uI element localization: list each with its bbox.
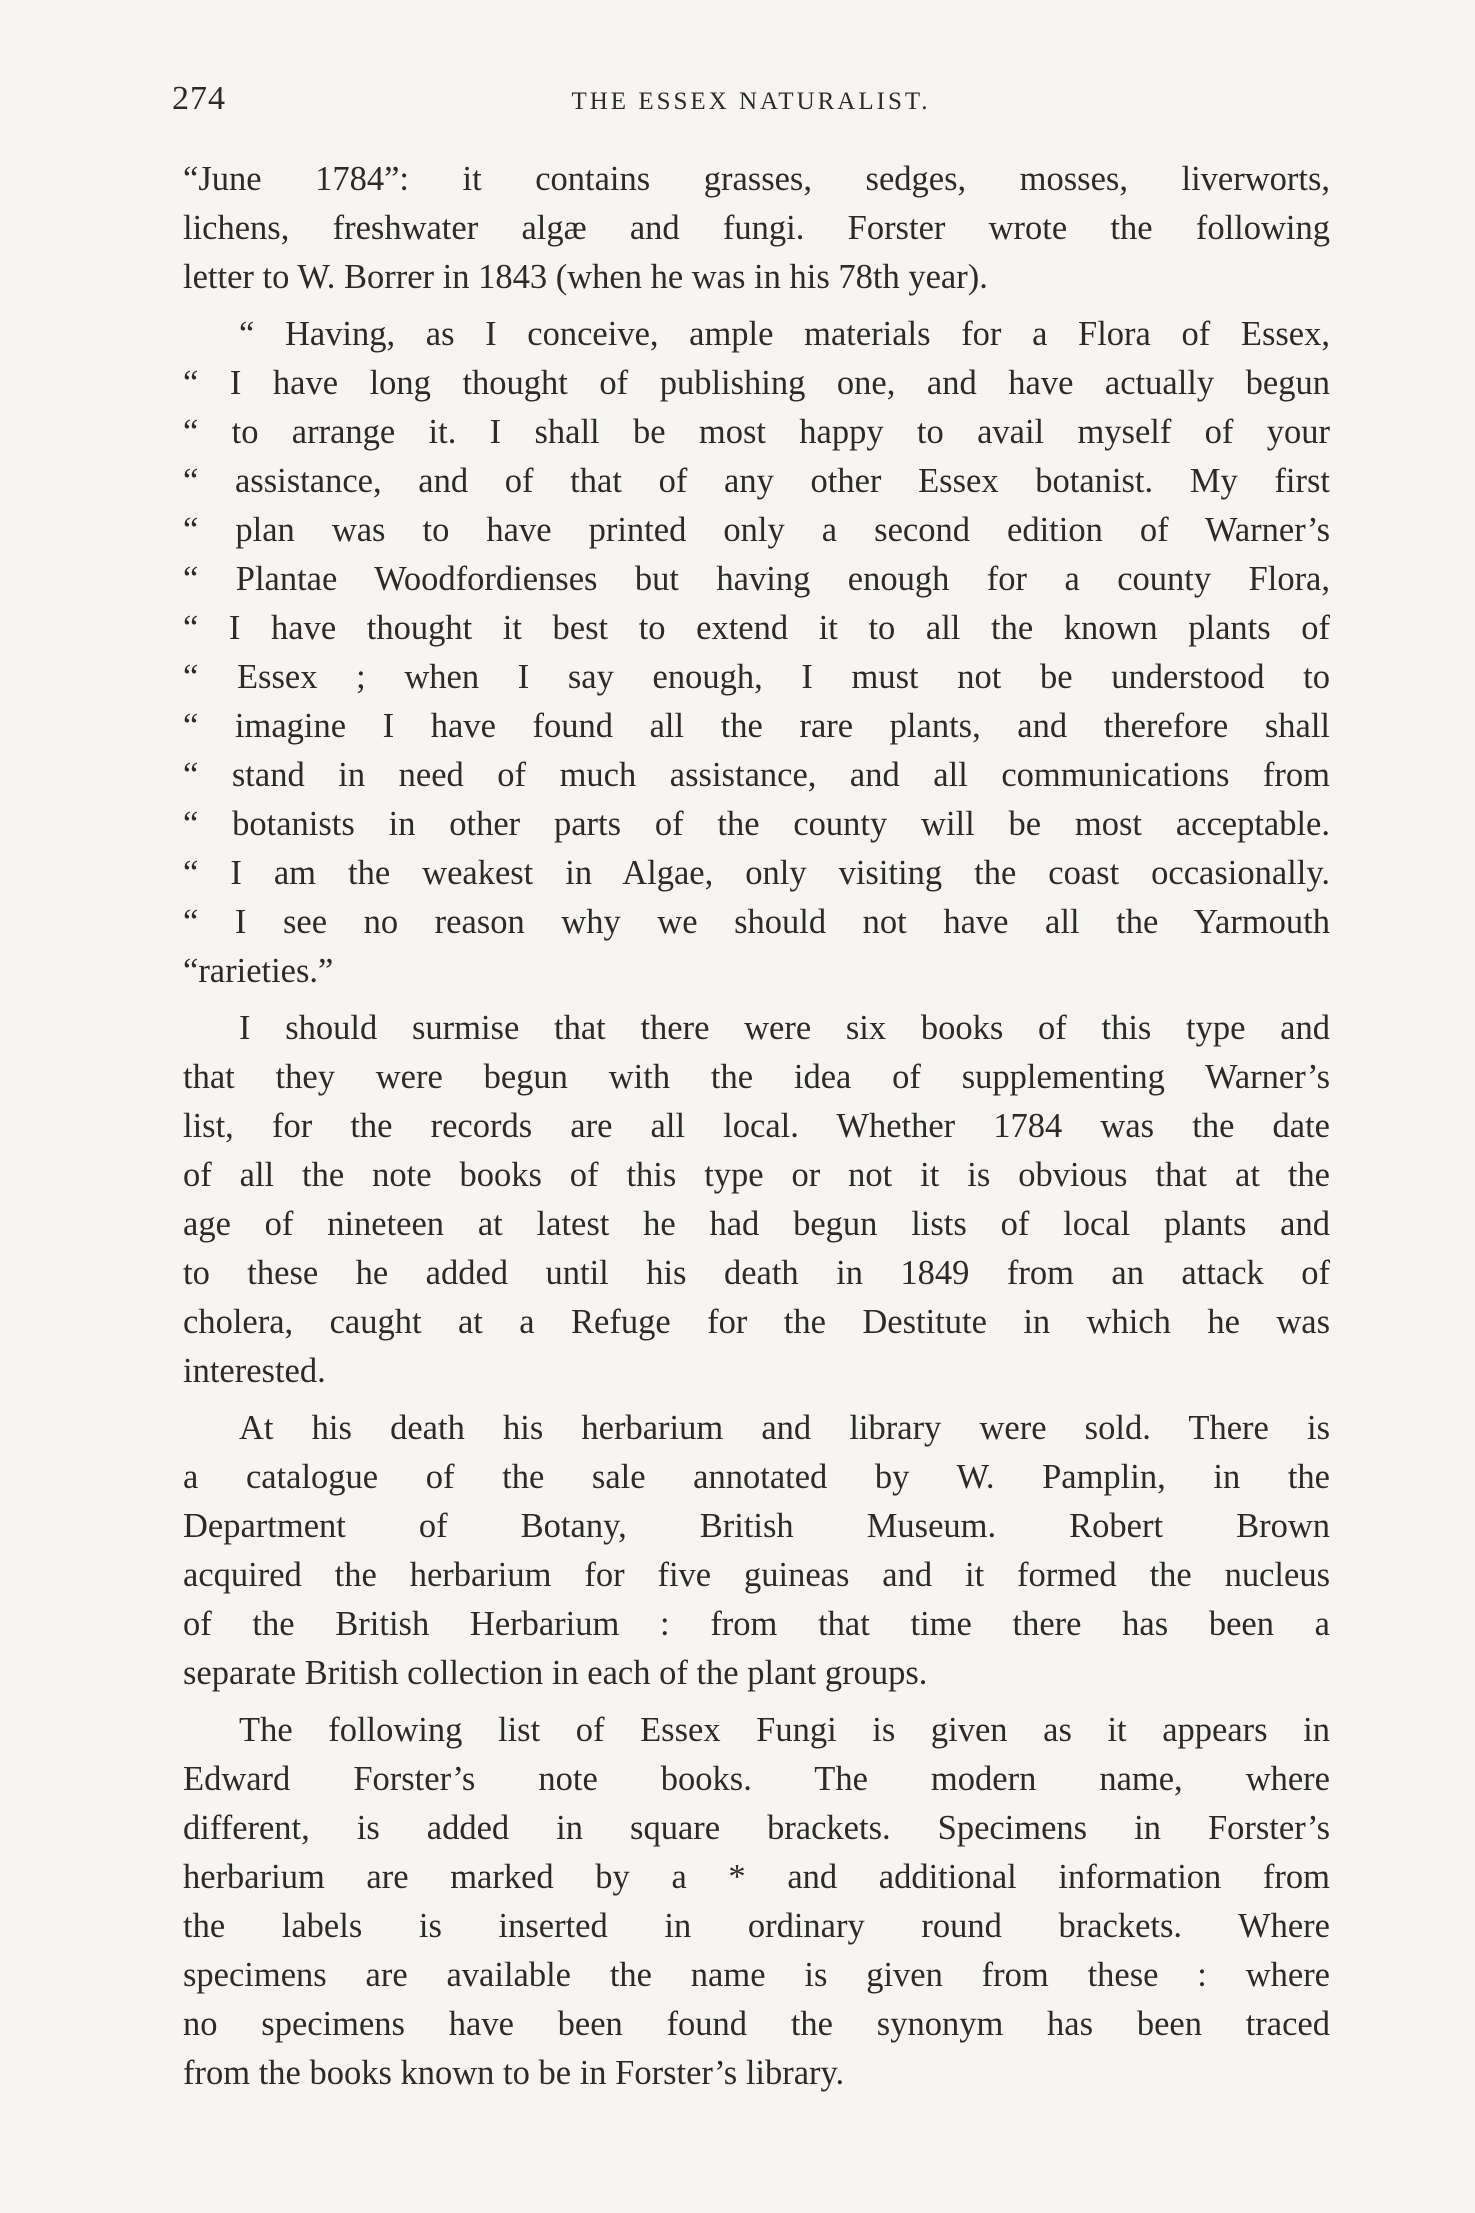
paragraph-surmise	[183, 1004, 1330, 1396]
text-line: The following list of Essex Fungi is given as it appears in	[239, 1711, 1330, 1749]
text-line: interested.	[183, 1352, 326, 1390]
text-line: specimens are available the name is given from these : where	[183, 1956, 1330, 1994]
text-line: age of nineteen at latest he had begun lists of local plants and	[183, 1205, 1330, 1243]
text-line: “ Plantae Woodfordienses but having enough for a county Flora,	[183, 560, 1330, 598]
text-line: “June 1784”: it contains grasses, sedges, mosses, liverworts,	[183, 160, 1330, 198]
text-line: no specimens have been found the synonym has been traced	[183, 2005, 1330, 2043]
text-line: acquired the herbarium for five guineas and it formed the nucleus	[183, 1556, 1330, 1594]
text-line: herbarium are marked by a * and additional information from	[183, 1858, 1330, 1896]
paragraph-letter-quote	[183, 310, 1330, 996]
running-title: THE ESSEX NATURALIST.	[571, 88, 931, 115]
text-line: cholera, caught at a Refuge for the Destitute in which he was	[183, 1303, 1330, 1341]
text-line: lichens, freshwater algæ and fungi. Forster wrote the following	[183, 209, 1330, 247]
text-line: “ I am the weakest in Algae, only visiting the coast occasionally.	[183, 854, 1330, 892]
text-line: “ to arrange it. I shall be most happy to avail myself of your	[183, 413, 1330, 451]
text-line: “ I see no reason why we should not have all the Yarmouth	[183, 903, 1330, 941]
text-line: “ botanists in other parts of the county will be most acceptable.	[183, 805, 1330, 843]
text-line: “ Essex ; when I say enough, I must not be understood to	[183, 658, 1330, 696]
paragraph-herbarium	[183, 1404, 1330, 1698]
text-line: the labels is inserted in ordinary round brackets. Where	[183, 1907, 1330, 1945]
text-line: “ assistance, and of that of any other Essex botanist. My first	[183, 462, 1330, 500]
text-line: “ Having, as I conceive, ample materials for a Flora of Essex,	[239, 315, 1330, 353]
page-header	[172, 80, 1330, 124]
paragraph-fungi-list-intro	[183, 1706, 1330, 2098]
text-line: “ plan was to have printed only a second edition of Warner’s	[183, 511, 1330, 549]
text-line: I should surmise that there were six books of this type and	[239, 1009, 1330, 1047]
text-line: of all the note books of this type or not it is obvious that at the	[183, 1156, 1330, 1194]
text-line: “ stand in need of much assistance, and all communications from	[183, 756, 1330, 794]
text-line: At his death his herbarium and library were sold. There is	[239, 1409, 1330, 1447]
text-line: that they were begun with the idea of supplementing Warner’s	[183, 1058, 1330, 1096]
text-line: “ imagine I have found all the rare plants, and therefore shall	[183, 707, 1330, 745]
text-line: separate British collection in each of the plant groups.	[183, 1654, 928, 1692]
text-line: “ I have thought it best to extend it to all the known plants of	[183, 609, 1330, 647]
paragraph-intro	[183, 155, 1330, 302]
text-line: letter to W. Borrer in 1843 (when he was in his 78th year).	[183, 258, 988, 296]
text-line: “rarieties.”	[183, 952, 334, 990]
text-line: different, is added in square brackets. Specimens in Forster’s	[183, 1809, 1330, 1847]
page-number: 274	[172, 80, 226, 117]
text-line: to these he added until his death in 1849 from an attack of	[183, 1254, 1330, 1292]
text-line: of the British Herbarium : from that time there has been a	[183, 1605, 1330, 1643]
text-line: list, for the records are all local. Whether 1784 was the date	[183, 1107, 1330, 1145]
text-line: Department of Botany, British Museum. Robert Brown	[183, 1507, 1330, 1545]
text-line: Edward Forster’s note books. The modern name, where	[183, 1760, 1330, 1798]
text-line: from the books known to be in Forster’s library.	[183, 2054, 845, 2092]
text-line: “ I have long thought of publishing one, and have actually begun	[183, 364, 1330, 402]
body-text	[183, 155, 1330, 2106]
text-line: a catalogue of the sale annotated by W. Pamplin, in the	[183, 1458, 1330, 1496]
